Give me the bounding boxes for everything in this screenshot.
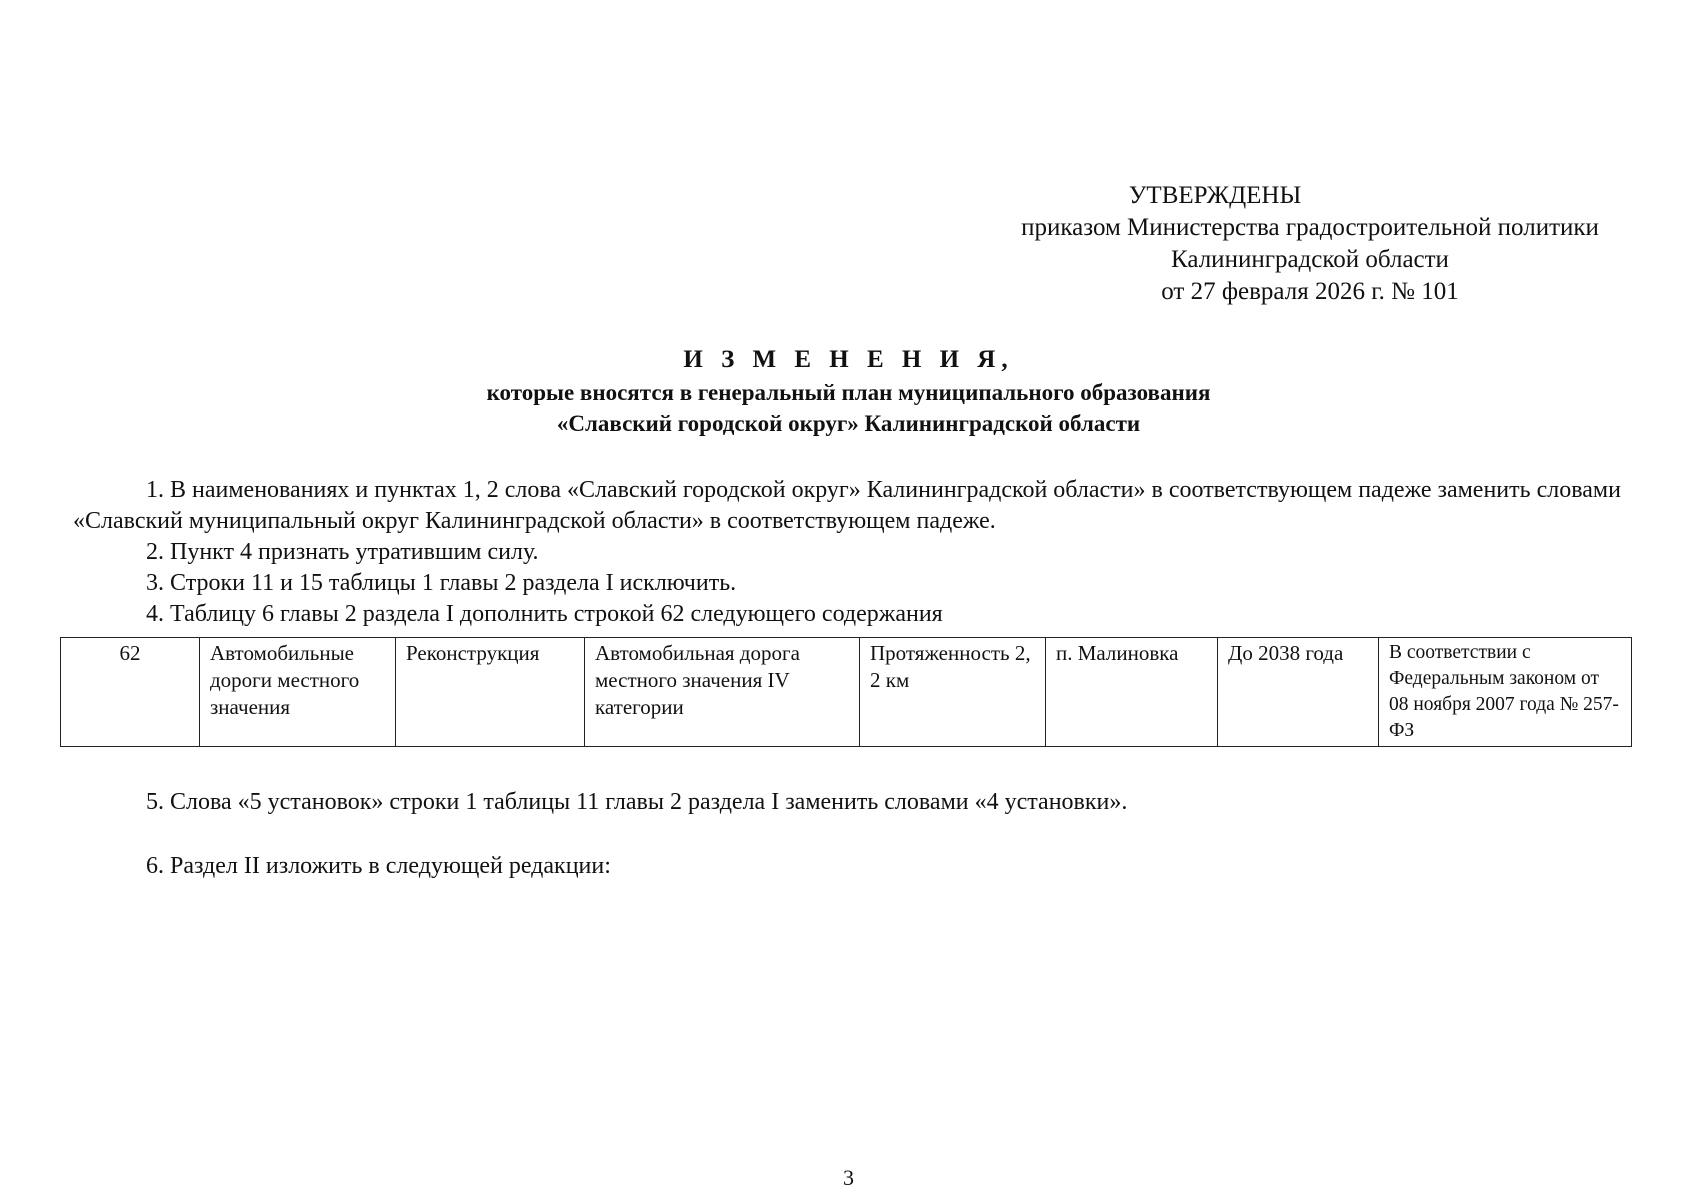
- heading-subtitle-1: которые вносятся в генеральный план муниципального образования: [486, 380, 1211, 405]
- document-heading: [0, 343, 1697, 439]
- paragraph-block: [73, 475, 1623, 630]
- cell-description: Автомобильная дорога местного значения IV категории: [585, 638, 860, 747]
- page-number: 3: [843, 1165, 854, 1190]
- amendment-table: [60, 637, 1632, 747]
- approval-block: [930, 180, 1690, 308]
- paragraph-2: 2. Пункт 4 признать утратившим силу.: [146, 539, 539, 565]
- cell-type: Реконструкция: [396, 638, 585, 747]
- heading-subtitle-2: «Славский городской округ» Калининградской области: [556, 411, 1141, 436]
- paragraph-1: 1. В наименованиях и пунктах 1, 2 слова «Славский городской округ» Калининградской области» в соответствующем падеже заменить словами «Славский муниципальный округ Калининградской области» в соответствующем падеже.: [73, 477, 1621, 534]
- approval-line-1: приказом Министерства градостроительной политики: [1021, 214, 1599, 241]
- cell-term: До 2038 года: [1218, 638, 1379, 747]
- heading-title: И З М Е Н Е Н И Я,: [683, 346, 1014, 373]
- paragraph-6-block: [73, 851, 1623, 882]
- paragraph-3: 3. Строки 11 и 15 таблицы 1 главы 2 раздела I исключить.: [146, 570, 737, 596]
- paragraph-5-block: [73, 787, 1623, 818]
- paragraph-6: 6. Раздел II изложить в следующей редакции:: [146, 853, 611, 879]
- cell-object: Автомобильные дороги местного значения: [200, 638, 396, 747]
- approval-line-2: Калининградской области: [1171, 246, 1449, 273]
- cell-place: п. Малиновка: [1046, 638, 1218, 747]
- paragraph-5: 5. Слова «5 установок» строки 1 таблицы 11 главы 2 раздела I заменить словами «4 установки».: [146, 789, 1128, 815]
- approval-line-3: от 27 февраля 2026 г. № 101: [1161, 278, 1459, 305]
- cell-basis: В соответствии с Федеральным законом от 08 ноября 2007 года № 257-ФЗ: [1379, 638, 1632, 747]
- cell-length: Протяженность 2, 2 км: [860, 638, 1046, 747]
- table-row: [61, 638, 1632, 747]
- paragraph-4: 4. Таблицу 6 главы 2 раздела I дополнить строкой 62 следующего содержания: [146, 601, 943, 627]
- approval-title: УТВЕРЖДЕНЫ: [1128, 182, 1302, 209]
- cell-number: 62: [61, 638, 200, 747]
